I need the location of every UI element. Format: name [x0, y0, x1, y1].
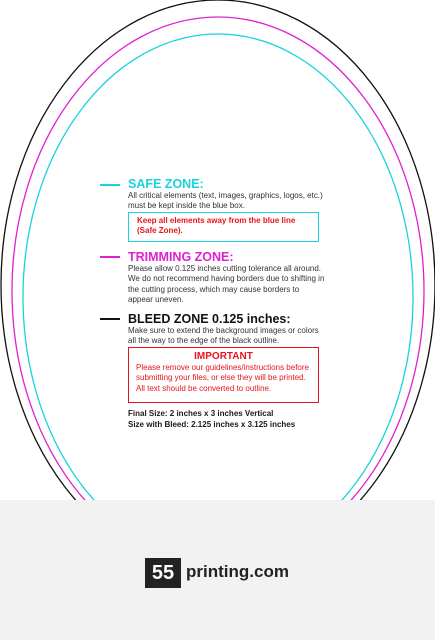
- trimming-zone-line: the cutting process, which may cause borders to: [128, 284, 300, 294]
- important-title: IMPORTANT: [194, 351, 253, 362]
- important-line: submitting your files, or else they will be printed.: [136, 373, 306, 383]
- safe-zone-line: must be kept inside the blue box.: [128, 201, 245, 211]
- trimming-zone-line: appear uneven.: [128, 295, 184, 305]
- important-line: All text should be converted to outline.: [136, 383, 272, 393]
- important-line: Please remove our guidelines/instructions before: [136, 363, 309, 372]
- trimming-zone-line: We do not recommend having borders due to shifting in: [128, 274, 325, 284]
- trimming-zone-line: Please allow 0.125 inches cutting tolerance all around.: [128, 264, 322, 273]
- safe-note-line: Keep all elements away from the blue line: [137, 216, 296, 225]
- bleed-zone-heading: BLEED ZONE 0.125 inches:: [128, 312, 291, 326]
- safe-zone-description: [128, 191, 343, 212]
- footer: [0, 500, 435, 640]
- safe-zone-line: All critical elements (text, images, graphics, logos, etc.): [128, 191, 323, 200]
- trimming-zone-heading: TRIMMING ZONE:: [128, 250, 234, 264]
- trimming-zone-description: [128, 264, 343, 306]
- bleed-size: Size with Bleed: 2.125 inches x 3.125 inches: [128, 420, 296, 429]
- bleed-zone-description: [128, 326, 343, 347]
- safe-legend-line: [100, 184, 120, 186]
- logo-text: printing.com: [186, 562, 289, 581]
- bleed-legend-line: [100, 318, 120, 320]
- final-size: Final Size: 2 inches x 3 inches Vertical: [128, 409, 274, 418]
- safe-note-line: (Safe Zone).: [137, 226, 183, 236]
- bleed-zone-line: all the way to the edge of the black outline.: [128, 336, 280, 346]
- important-box: [128, 347, 319, 403]
- trim-legend-line: [100, 256, 120, 258]
- safe-zone-heading: SAFE ZONE:: [128, 177, 204, 191]
- logo-badge: 55: [145, 558, 181, 588]
- bleed-zone-line: Make sure to extend the background images or colors: [128, 326, 319, 335]
- safe-zone-note-box: [128, 212, 319, 242]
